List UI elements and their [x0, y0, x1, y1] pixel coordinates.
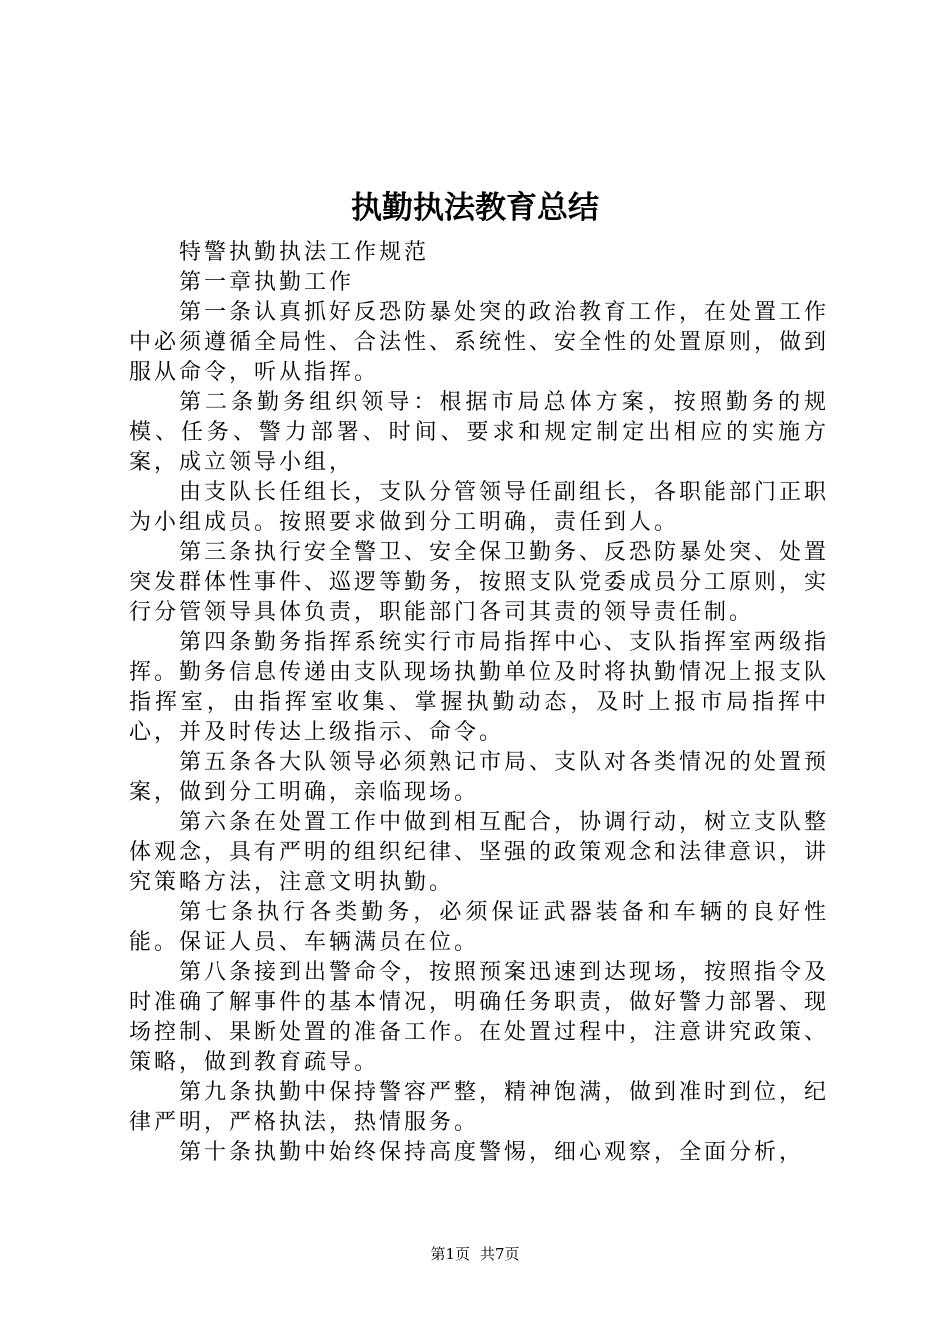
document-title: 执勤执法教育总结: [351, 190, 599, 226]
paragraph-article-2: 第二条勤务组织领导：根据市局总体方案，按照勤务的规模、任务、警力部署、时间、要求和规定制定出相应的实施方案，成立领导小组，: [129, 390, 829, 475]
paragraph-subtitle: 特警执勤执法工作规范: [179, 240, 430, 265]
page-number: 第1页: [430, 1245, 470, 1263]
paragraph-chapter-heading: 第一章执勤工作: [179, 270, 355, 295]
paragraph-article-1: 第一条认真抓好反恐防暴处突的政治教育工作，在处置工作中必须遵循全局性、合法性、系统性、安全性的处置原则，做到服从命令，听从指挥。: [129, 300, 830, 385]
page-total: 共7页: [480, 1245, 520, 1263]
paragraph-article-3: 第三条执行安全警卫、安全保卫勤务、反恐防暴处突、处置突发群体性事件、巡逻等勤务，按照支队党委成员分工原则，实行分管领导具体负责，职能部门各司其责的领导责任制。: [129, 540, 830, 625]
paragraph-article-8: 第八条接到出警命令，按照预案迅速到达现场，按照指令及时准确了解事件的基本情况，明确任务职责，做好警力部署、现场控制、果断处置的准备工作。在处置过程中，注意讲究政策、策略，做到教育疏导。: [129, 960, 830, 1075]
paragraph-article-2-continued: 由支队长任组长，支队分管领导任副组长，各职能部门正职为小组成员。按照要求做到分工明确，责任到人。: [129, 480, 830, 535]
paragraph-article-9: 第九条执勤中保持警容严整，精神饱满，做到准时到位，纪律严明，严格执法，热情服务。: [129, 1080, 830, 1135]
paragraph-article-4: 第四条勤务指挥系统实行市局指挥中心、支队指挥室两级指挥。勤务信息传递由支队现场执勤单位及时将执勤情况上报支队指挥室，由指挥室收集、掌握执勤动态，及时上报市局指挥中心，并及时传达上级指示、命令。: [129, 630, 830, 745]
paragraph-article-5: 第五条各大队领导必须熟记市局、支队对各类情况的处置预案，做到分工明确，亲临现场。: [129, 750, 830, 805]
paragraph-article-10: 第十条执勤中始终保持高度警惕，细心观察，全面分析，: [179, 1140, 805, 1165]
paragraph-article-6: 第六条在处置工作中做到相互配合，协调行动，树立支队整体观念，具有严明的组织纪律、坚强的政策观念和法律意识，讲究策略方法，注意文明执勤。: [129, 810, 830, 895]
paragraph-article-7: 第七条执行各类勤务，必须保证武器装备和车辆的良好性能。保证人员、车辆满员在位。: [129, 900, 829, 955]
page-footer: [0, 1244, 950, 1264]
document-body: [129, 238, 829, 1168]
